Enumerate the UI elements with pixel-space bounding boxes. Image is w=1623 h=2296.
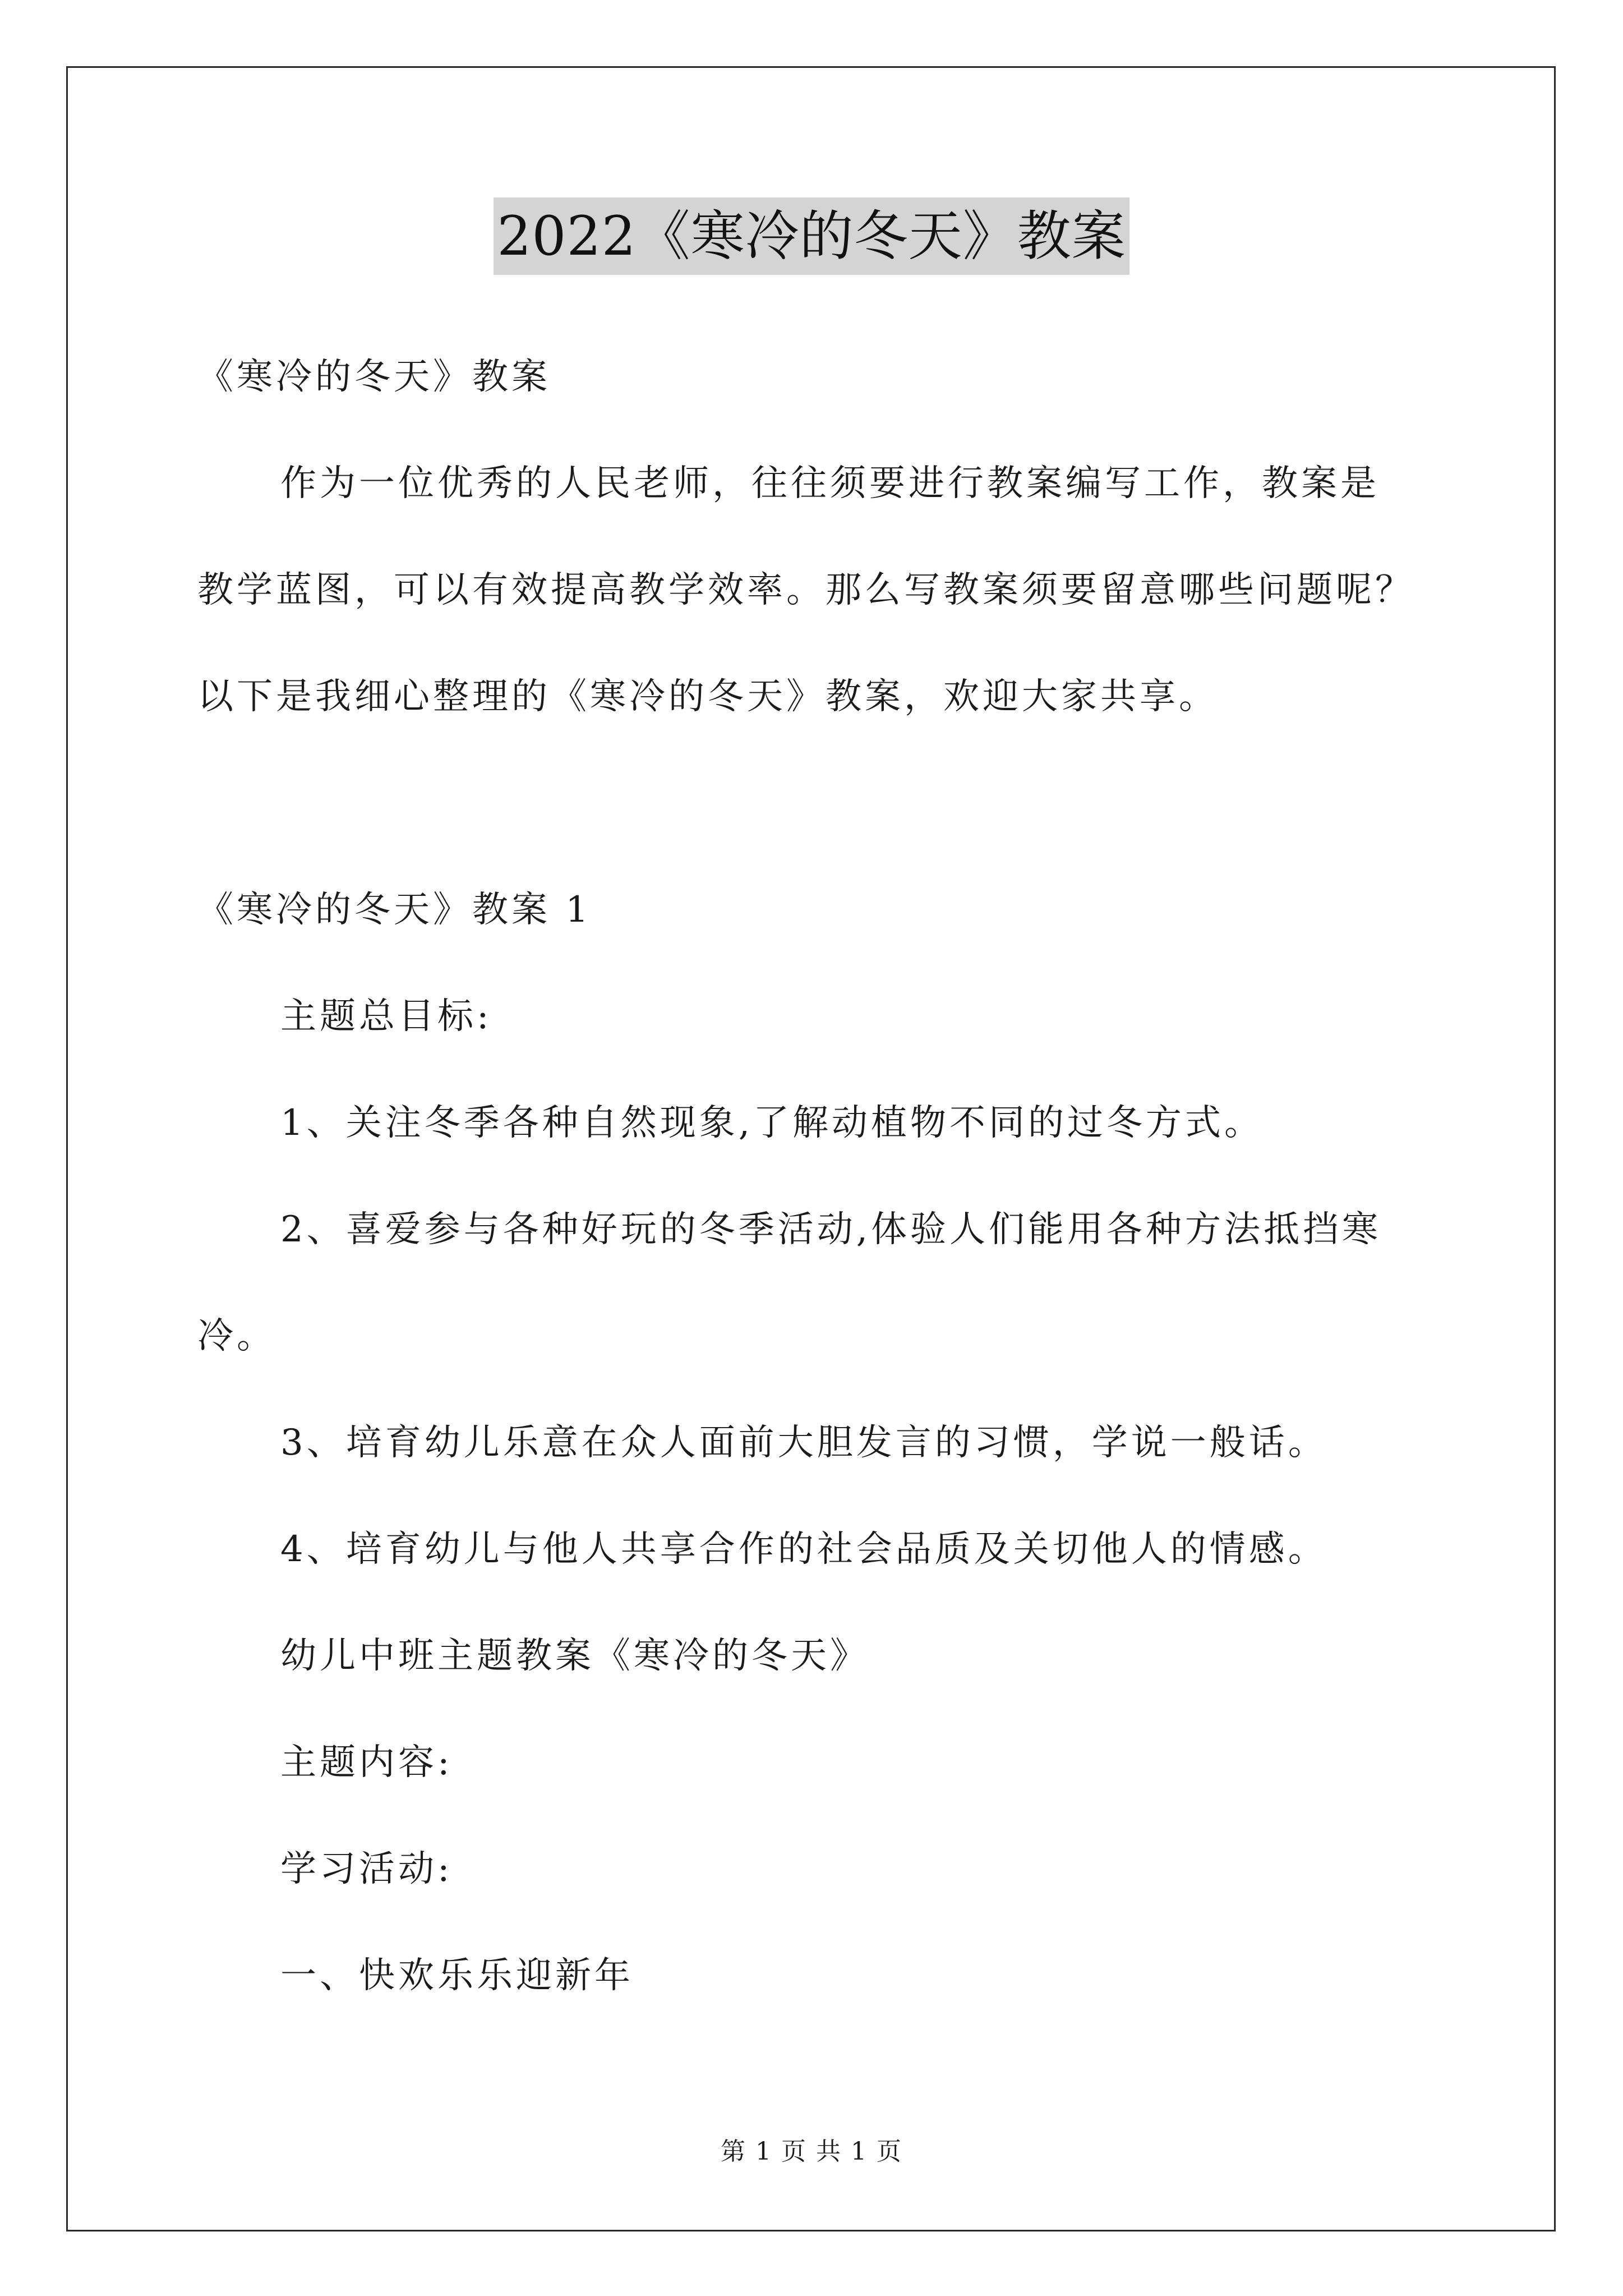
document-title: 2022《寒冷的冬天》教案 [494,197,1129,275]
paragraph-line: 一、快欢乐乐迎新年 [280,1955,634,1996]
page-footer: 第 1 页 共 1 页 [721,2137,902,2166]
section-heading: 《寒冷的冬天》教案 1 [197,889,592,931]
intro-paragraph-line: 以下是我细心整理的《寒冷的冬天》教案，欢迎大家共享。 [197,676,1218,717]
section-heading: 《寒冷的冬天》教案 [197,356,551,398]
paragraph-line: 主题内容: [280,1742,453,1783]
list-item: 2、喜爱参与各种好玩的冬季活动,体验人们能用各种方法抵挡寒 [280,1209,1382,1250]
intro-paragraph-line: 作为一位优秀的人民老师，往往须要进行教案编写工作，教案是 [280,463,1380,504]
list-item: 1、关注冬季各种自然现象,了解动植物不同的过冬方式。 [280,1102,1264,1144]
list-item: 3、培育幼儿乐意在众人面前大胆发言的习惯，学说一般话。 [280,1422,1327,1464]
paragraph-line: 幼儿中班主题教案《寒冷的冬天》 [280,1635,869,1677]
paragraph-line: 学习活动: [280,1848,453,1890]
list-item-continuation: 冷。 [197,1315,276,1357]
list-item: 4、培育幼儿与他人共享合作的社会品质及关切他人的情感。 [280,1529,1327,1570]
intro-paragraph-line: 教学蓝图，可以有效提高教学效率。那么写教案须要留意哪些问题呢？ [197,569,1414,611]
title-container [0,197,1623,275]
paragraph-line: 主题总目标: [280,996,492,1037]
